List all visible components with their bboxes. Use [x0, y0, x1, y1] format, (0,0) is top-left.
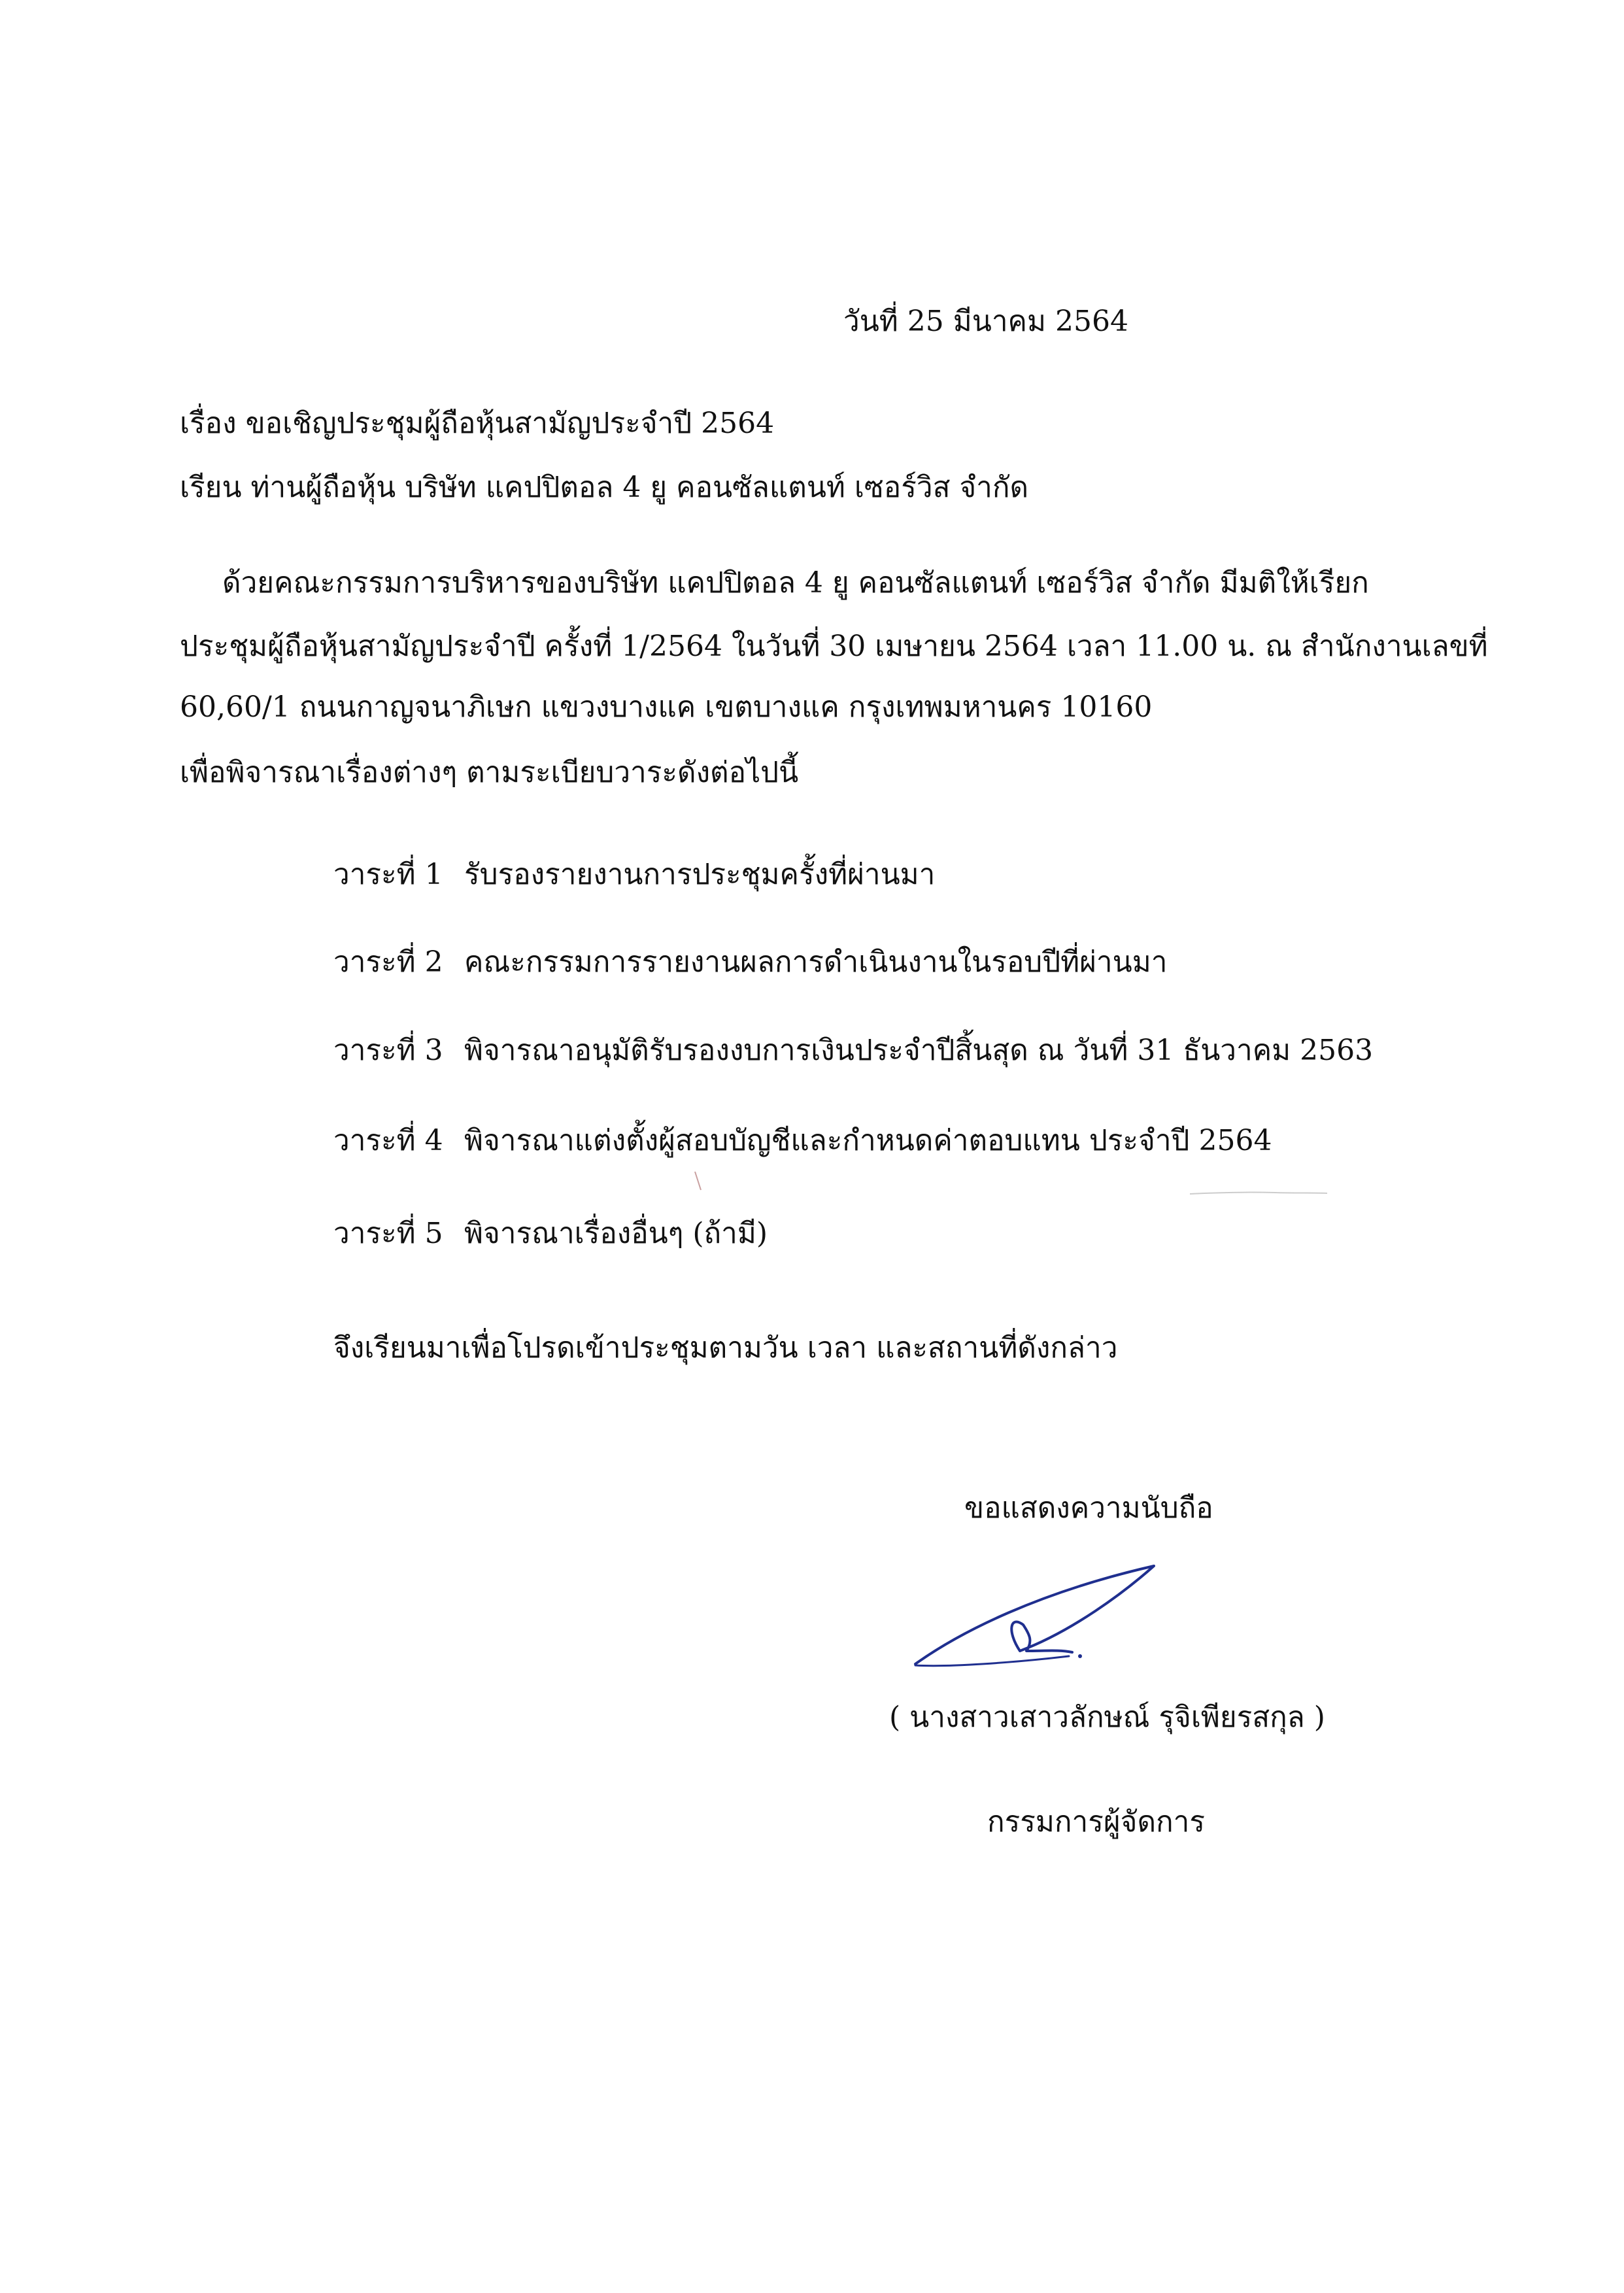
signatory-position: กรรมการผู้จัดการ	[987, 1805, 1206, 1839]
body-line-4: เพื่อพิจารณาเรื่องต่างๆ ตามระเบียบวาระดังต่อไปนี้	[180, 756, 799, 789]
signature-image	[909, 1553, 1170, 1697]
signatory-name: ( นางสาวเสาวลักษณ์ รุจิเพียรสกุล )	[889, 1701, 1325, 1734]
letter-date: วันที่ 25 มีนาคม 2564	[843, 305, 1128, 338]
body-line-3: 60,60/1 ถนนกาญจนาภิเษก แขวงบางแค เขตบางแค กรุงเทพมหานคร 10160	[180, 690, 1153, 724]
agenda-3-text: พิจารณาอนุมัติรับรองงบการเงินประจำปีสิ้นสุด ณ วันที่ 31 ธันวาคม 2563	[464, 1034, 1374, 1067]
agenda-1-label: วาระที่ 1	[333, 858, 443, 891]
agenda-2-label: วาระที่ 2	[333, 945, 443, 979]
body-line-1: ด้วยคณะกรรมการบริหารของบริษัท แคปปิตอล 4 ยู คอนซัลแตนท์ เซอร์วิส จำกัด มีมติให้เรียก	[222, 566, 1369, 600]
letter-recipient: เรียน ท่านผู้ถือหุ้น บริษัท แคปปิตอล 4 ยู คอนซัลแตนท์ เซอร์วิส จำกัด	[180, 471, 1029, 504]
agenda-4-label: วาระที่ 4	[333, 1124, 443, 1157]
letter-subject: เรื่อง ขอเชิญประชุมผู้ถือหุ้นสามัญประจำปี 2564	[180, 407, 775, 440]
stray-mark	[693, 1170, 706, 1197]
agenda-4-text: พิจารณาแต่งตั้งผู้สอบบัญชีและกำหนดค่าตอบแทน ประจำปี 2564	[464, 1124, 1272, 1157]
closing-sentence: จึงเรียนมาเพื่อโปรดเข้าประชุมตามวัน เวลา และสถานที่ดังกล่าว	[333, 1331, 1118, 1365]
agenda-1-text: รับรองรายงานการประชุมครั้งที่ผ่านมา	[464, 858, 936, 891]
regards: ขอแสดงความนับถือ	[964, 1491, 1213, 1525]
agenda-5-text: พิจารณาเรื่องอื่นๆ (ถ้ามี)	[464, 1217, 768, 1250]
agenda-5-label: วาระที่ 5	[333, 1217, 443, 1250]
stray-smudge	[1190, 1190, 1327, 1197]
body-line-2: ประชุมผู้ถือหุ้นสามัญประจำปี ครั้งที่ 1/2564 ในวันที่ 30 เมษายน 2564 เวลา 11.00 น. ณ สำนักงานเลขที่	[180, 630, 1488, 663]
agenda-3-label: วาระที่ 3	[333, 1034, 443, 1067]
agenda-2-text: คณะกรรมการรายงานผลการดำเนินงานในรอบปีที่ผ่านมา	[464, 945, 1168, 979]
